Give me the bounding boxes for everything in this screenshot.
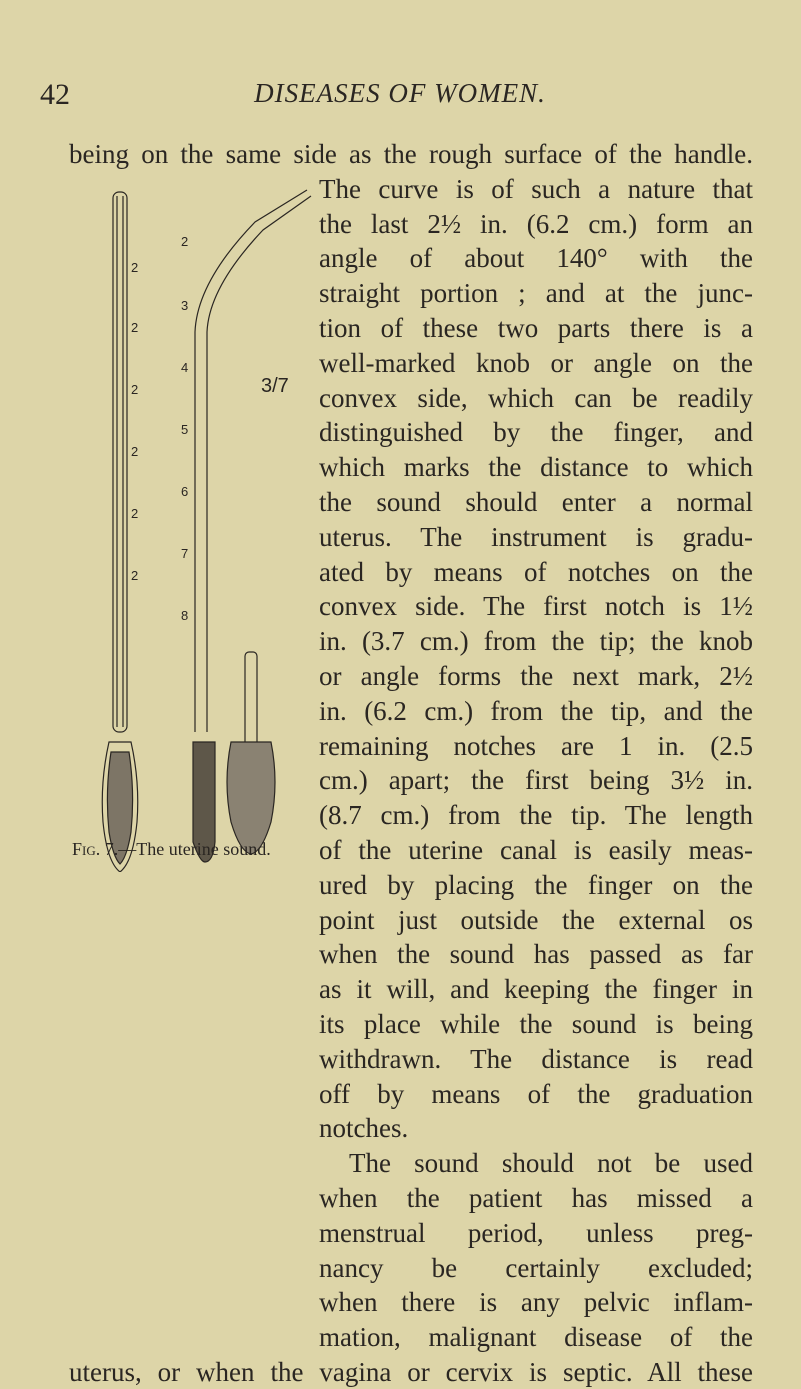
notch-6: 6: [181, 484, 189, 499]
text-line: when the sound has passed as far: [319, 939, 753, 970]
notch-3: 3: [181, 298, 189, 313]
page-header: [40, 78, 760, 118]
notch-5: 5: [181, 422, 189, 437]
text-line: ured by placing the finger on the: [319, 869, 753, 900]
text-line: The sound should not be used: [349, 1148, 753, 1179]
figure-caption: [72, 839, 271, 860]
notch-4: 4: [181, 360, 189, 375]
mark-2a: 2: [131, 260, 139, 275]
text-line: remaining notches are 1 in. (2.5: [319, 730, 753, 761]
text-line: straight portion ; and at the junc-: [319, 278, 753, 309]
mark-2c: 2: [131, 382, 139, 397]
text-line: mation, malignant disease of the: [319, 1322, 753, 1353]
text-line: ated by means of notches on the: [319, 556, 753, 587]
text-line: well-marked knob or angle on the: [319, 347, 753, 378]
mark-2f: 2: [131, 568, 139, 583]
text-line: its place while the sound is being: [319, 1009, 753, 1039]
notch-2: 2: [181, 234, 189, 249]
text-line: off by means of the graduation: [319, 1078, 753, 1109]
text-line: distinguished by the finger, and: [319, 417, 753, 448]
text-line: notches.: [319, 1113, 409, 1144]
mark-2b: 2: [131, 320, 139, 335]
text-line: when the patient has missed a: [319, 1183, 753, 1213]
page-number: 42: [40, 78, 70, 111]
caption-label: Fig. 7.: [72, 839, 119, 859]
text-line: in. (3.7 cm.) from the tip; the knob: [319, 626, 753, 657]
text-line: (8.7 cm.) from the tip. The length: [319, 800, 753, 831]
text-line: withdrawn. The distance is read: [319, 1043, 753, 1074]
text-line: being on the same side as the rough surface of the handle.: [69, 139, 753, 169]
running-head: DISEASES OF WOMEN.: [254, 78, 546, 108]
mark-2d: 2: [131, 444, 139, 459]
text-line: the last 2½ in. (6.2 cm.) form an: [319, 208, 753, 239]
uterine-sound-illustration: [95, 182, 330, 872]
caption-text: —The uterine sound.: [118, 839, 271, 859]
text-line: cm.) apart; the first being 3½ in.: [319, 765, 753, 796]
text-line: convex side. The first notch is 1½: [319, 591, 753, 622]
notch-8: 8: [181, 608, 189, 623]
text-line: nancy be certainly excluded;: [319, 1252, 753, 1283]
text-line: convex side, which can be readily: [319, 382, 753, 413]
text-line: as it will, and keeping the finger in: [319, 974, 753, 1005]
text-line: in. (6.2 cm.) from the tip, and the: [319, 695, 753, 726]
text-line: angle of about 140° with the: [319, 243, 753, 274]
scale-label: 3/7: [261, 375, 289, 397]
text-line: tion of these two parts there is a: [319, 313, 753, 343]
text-line: or angle forms the next mark, 2½: [319, 661, 753, 691]
text-line: when there is any pelvic inflam-: [319, 1287, 753, 1318]
text-line: which marks the distance to which: [319, 452, 753, 483]
text-line: the sound should enter a normal: [319, 487, 753, 517]
text-line: menstrual period, unless preg-: [319, 1217, 753, 1248]
text-line: The curve is of such a nature that: [319, 173, 753, 204]
text-line: uterus. The instrument is gradu-: [319, 521, 753, 552]
mark-2e: 2: [131, 506, 139, 521]
text-line: uterus, or when the vagina or cervix is septic. All these: [69, 1357, 753, 1387]
text-line: of the uterine canal is easily meas-: [319, 835, 753, 865]
notch-7: 7: [181, 546, 189, 561]
text-line: point just outside the external os: [319, 904, 753, 935]
